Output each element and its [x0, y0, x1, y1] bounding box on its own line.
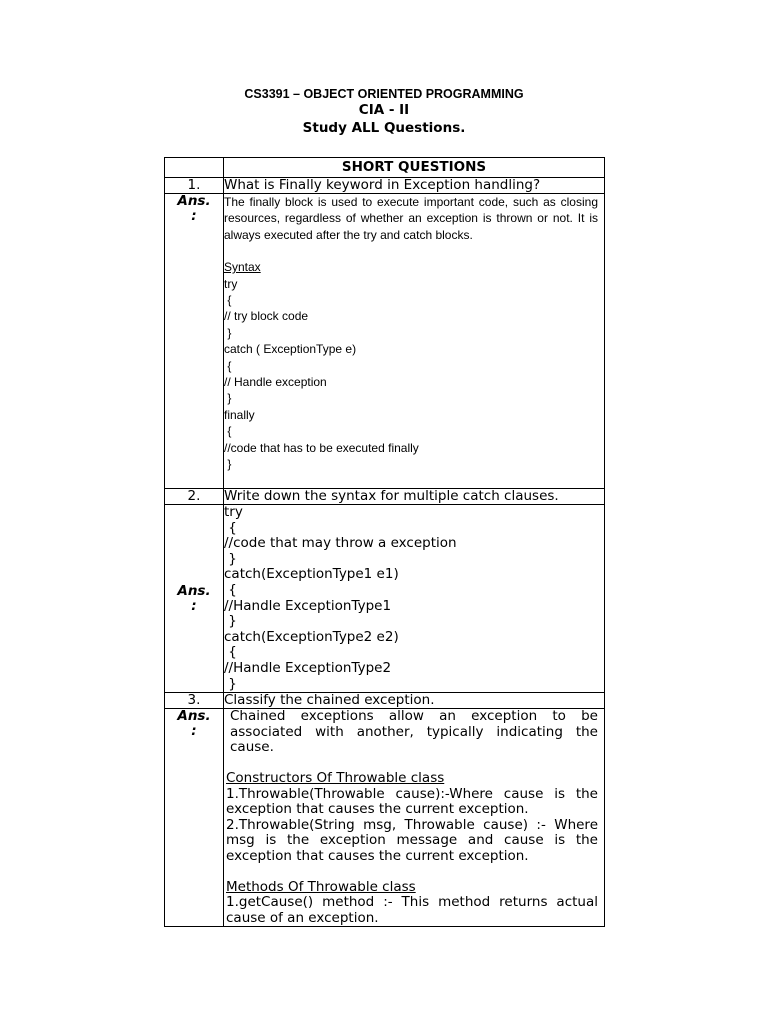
code-block: [224, 505, 604, 692]
code-line: // Handle exception: [224, 375, 327, 390]
code-line: try: [224, 504, 243, 520]
course-title: CS3391 – OBJECT ORIENTED PROGRAMMING: [244, 87, 524, 101]
question-text: Classify the chained exception.: [224, 693, 605, 709]
question-number: 3.: [165, 693, 224, 709]
code-line: //Handle ExceptionType1: [224, 597, 392, 614]
question-text: What is Finally keyword in Exception handling?: [224, 178, 605, 194]
code-line: try: [224, 276, 238, 291]
section-title: SHORT QUESTIONS: [224, 158, 605, 178]
answer-label: Ans. :: [177, 193, 211, 224]
code-line: {: [224, 358, 232, 373]
code-line: //Handle ExceptionType2: [224, 659, 392, 676]
question-row-1: [165, 178, 605, 194]
table-header-row: [165, 158, 605, 178]
code-line: }: [224, 325, 232, 340]
constructors-heading: Constructors Of Throwable class: [226, 770, 445, 787]
header-number-cell: [165, 158, 224, 178]
code-line: }: [224, 550, 237, 567]
question-number: 2.: [165, 489, 224, 505]
code-line: {: [224, 424, 232, 439]
code-line: catch(ExceptionType1 e1): [224, 566, 399, 583]
code-block: [224, 276, 604, 473]
question-row-3: [165, 693, 605, 709]
methods-heading: Methods Of Throwable class: [226, 878, 416, 895]
code-line: }: [224, 675, 237, 692]
exam-title: CIA - II: [358, 102, 410, 118]
code-line: }: [224, 391, 232, 406]
answer-label: Ans. :: [177, 708, 211, 740]
code-line: {: [224, 519, 237, 536]
code-line: //code that has to be executed finally: [224, 440, 419, 455]
chained-intro: Chained exceptions allow an exception to be associated with another, typically indicating the cause.: [230, 708, 598, 756]
constructor-item: 2.Throwable(String msg, Throwable cause) :- Where msg is the exception message and cause is the exception that causes the current exception.: [226, 816, 598, 864]
instruction: Study ALL Questions.: [302, 120, 466, 136]
code-line: }: [224, 457, 232, 472]
answer-row-1: [165, 194, 605, 489]
constructor-item: 1.Throwable(Throwable cause):-Where cause is the exception that causes the current exception.: [226, 785, 598, 818]
syntax-heading: Syntax: [224, 260, 261, 275]
method-item: 1.getCause() method :- This method returns actual cause of an exception.: [226, 894, 598, 926]
question-row-2: [165, 489, 605, 505]
questions-table: [164, 157, 605, 927]
code-line: //code that may throw a exception: [224, 535, 457, 552]
code-line: {: [224, 293, 232, 308]
code-line: finally: [224, 407, 255, 422]
code-line: // try block code: [224, 309, 309, 324]
question-number: 1.: [165, 178, 224, 194]
answer-paragraph: The finally block is used to execute important code, such as closing resources, regardless of whether an exception is thrown or not. It is always executed after the try and catch blocks.: [224, 195, 598, 242]
answer-row-3: [165, 709, 605, 927]
answer-row-2: [165, 505, 605, 693]
code-line: catch(ExceptionType2 e2): [224, 628, 399, 645]
code-line: catch ( ExceptionType e): [224, 342, 357, 357]
code-line: {: [224, 581, 237, 598]
question-text: Write down the syntax for multiple catch clauses.: [224, 489, 605, 505]
code-line: {: [224, 644, 237, 661]
answer-label: Ans. :: [177, 582, 211, 614]
code-line: }: [224, 613, 237, 630]
